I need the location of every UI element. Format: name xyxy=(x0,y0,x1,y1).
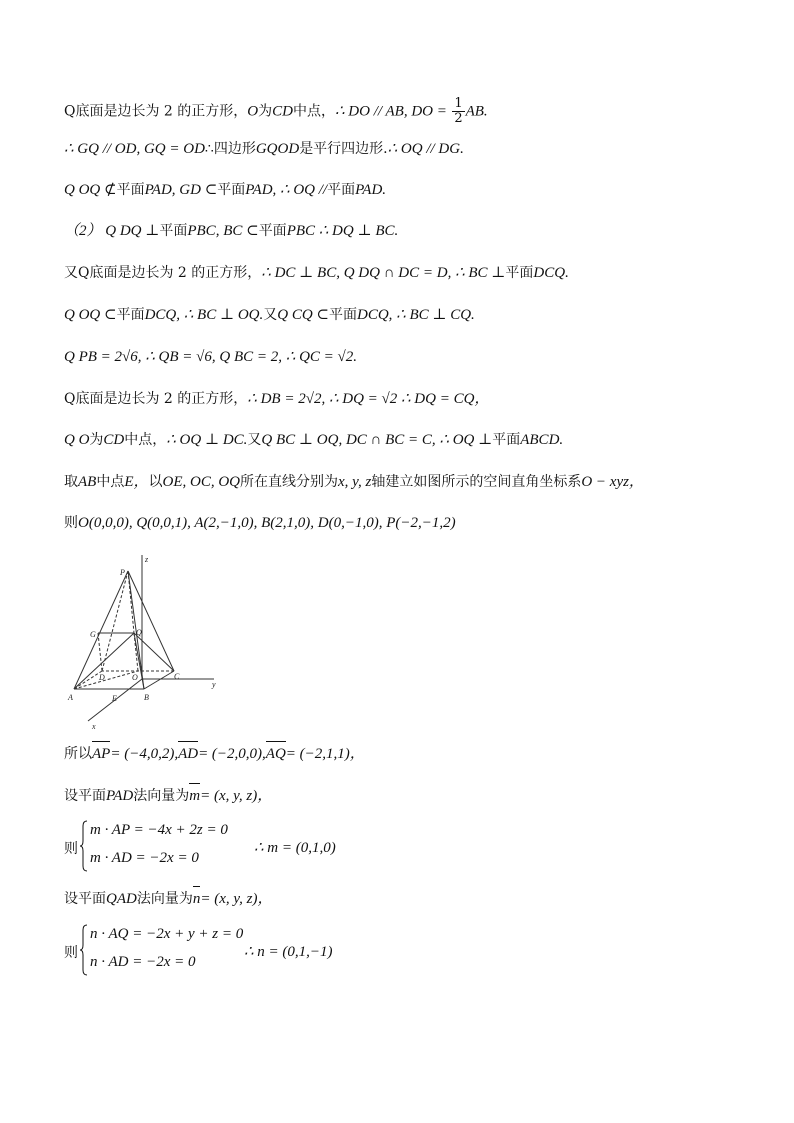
line10-part-g: 所在直线分别为 xyxy=(240,474,338,490)
brace-icon xyxy=(80,820,88,872)
line2-part-b: ∴四边形 xyxy=(204,141,256,157)
line2-math-a: ∴ GQ // OD, GQ = OD xyxy=(64,141,205,157)
text-line-3 xyxy=(64,180,754,200)
line3-math-e: PAD, ∴ OQ // xyxy=(245,182,328,198)
line6-math-g: DCQ, ∴ BC ⊥ CQ. xyxy=(356,307,475,323)
label-z: z xyxy=(145,555,149,564)
line6-math-a: Q OQ ⊂ xyxy=(64,307,117,323)
axes-xyz: x, y, z xyxy=(338,474,372,490)
line8-part-a: Q底面是边长为 2 的正方形， xyxy=(64,391,248,407)
line3-math-a: Q OQ ⊄ xyxy=(64,182,117,198)
line6-math-e: Q CQ ⊂ xyxy=(277,307,329,323)
plane-qad: QAD xyxy=(106,891,137,907)
line4-part-d: 平面 xyxy=(258,223,287,239)
line3-part-b: 平面 xyxy=(116,182,145,198)
vector-ap-value: = (−4,0,2), xyxy=(110,746,179,762)
equation-system-1 xyxy=(64,816,464,876)
vector-ap: AP xyxy=(92,746,111,762)
system1-rows xyxy=(90,816,228,872)
line4-math-a: （2） Q DQ ⊥ xyxy=(64,223,160,239)
text-line-5 xyxy=(64,263,754,283)
line6-part-f: 平面 xyxy=(328,307,357,323)
line10-part-e: 以 xyxy=(148,474,163,490)
line11-part-a: 则 xyxy=(64,515,78,531)
line1-part-c: 为 xyxy=(258,103,273,120)
label-y: y xyxy=(212,680,216,689)
label-o: O xyxy=(132,673,138,682)
system1-row-1: m · AP = −4x + 2z = 0 xyxy=(90,822,228,838)
line9-part-f: 又 xyxy=(247,432,262,448)
line1-math-g: AB. xyxy=(465,103,488,120)
line9-part-d: 中点， xyxy=(124,432,167,448)
system2-lead: 则 xyxy=(64,945,78,961)
line1-part-a: Q底面是边长为 2 的正方形， xyxy=(64,103,248,120)
edge-pd xyxy=(102,571,128,671)
label-p: P xyxy=(120,568,125,577)
line9-part-h: 平面 xyxy=(492,432,521,448)
label-a: A xyxy=(68,693,73,702)
system1-lead: 则 xyxy=(64,841,78,857)
text-line-7 xyxy=(64,347,754,367)
system2-row-1: n · AQ = −2x + y + z = 0 xyxy=(90,926,244,942)
line4-part-b: 平面 xyxy=(159,223,188,239)
label-e: E xyxy=(112,694,117,703)
system1-row-2: m · AD = −2x = 0 xyxy=(90,850,199,866)
line4-math-c: PBC, BC ⊂ xyxy=(187,223,259,239)
line5-part-c: 平面 xyxy=(505,265,534,281)
line10-math-f: OE, OC, OQ xyxy=(162,474,240,490)
vector-ad: AD xyxy=(178,746,199,762)
system1-result: ∴ m = (0,1,0) xyxy=(254,840,336,856)
text-line-12 xyxy=(64,744,754,764)
fraction-denominator: 2 xyxy=(454,111,463,126)
point-coordinates: O(0,0,0), Q(0,0,1), A(2,−1,0), B(2,1,0), D(0,−1,0), P(−2,−1,2) xyxy=(78,515,456,531)
text-line-11 xyxy=(64,513,754,533)
vector-m: m xyxy=(189,788,201,804)
line6-math-c: DCQ, ∴ BC ⊥ OQ. xyxy=(144,307,264,323)
fraction-half xyxy=(452,97,464,126)
text-line-2 xyxy=(64,139,754,159)
label-d: D xyxy=(99,673,105,682)
vector-m-def: = (x, y, z)， xyxy=(200,788,273,804)
text-line-8 xyxy=(64,389,754,409)
vector-ad-value: = (−2,0,0), xyxy=(198,746,266,762)
text-line-13 xyxy=(64,786,754,806)
line5-part-a: 又Q底面是边长为 2 的正方形， xyxy=(64,265,262,281)
text-line-4 xyxy=(64,221,754,241)
line13-part-c: 法向量为 xyxy=(133,788,190,804)
line3-part-f: 平面 xyxy=(327,182,356,198)
line2-math-c: GQOD xyxy=(255,141,300,157)
line12-part-a: 所以 xyxy=(64,746,92,762)
line9-math-c: CD xyxy=(103,432,125,448)
segment-ab: AB xyxy=(78,474,97,490)
line7-math: Q PB = 2√6, ∴ QB = √6, Q BC = 2, ∴ QC = √2. xyxy=(64,349,358,365)
line13-part-a: 设平面 xyxy=(64,788,106,804)
label-x: x xyxy=(92,722,96,731)
line10-part-c: 中点 xyxy=(96,474,125,490)
line9-math-a: Q O xyxy=(64,432,90,448)
plane-pad: PAD xyxy=(106,788,134,804)
line2-part-d: 是平行四边形. xyxy=(299,141,388,157)
text-line-1 xyxy=(64,97,754,127)
line3-math-c: PAD, GD ⊂ xyxy=(144,182,218,198)
vector-aq-value: = (−2,1,1)， xyxy=(285,746,365,762)
label-c: C xyxy=(174,672,180,681)
line10-part-a: 取 xyxy=(64,474,78,490)
line9-math-i: ABCD. xyxy=(520,432,564,448)
line5-math-b: ∴ DC ⊥ BC, Q DQ ∩ DC = D, ∴ BC ⊥ xyxy=(261,265,506,281)
fraction-numerator: 1 xyxy=(454,96,463,111)
line6-part-d: 又 xyxy=(263,307,278,323)
line2-math-e: ∴ OQ // DG. xyxy=(387,141,464,157)
line6-part-b: 平面 xyxy=(116,307,145,323)
vector-n-def: = (x, y, z)， xyxy=(200,891,273,907)
system2-rows xyxy=(90,920,243,976)
text-line-9 xyxy=(64,430,754,450)
coordinate-system: O − xyz， xyxy=(581,474,644,490)
base-edge-bc xyxy=(144,671,174,689)
system2-row-2: n · AD = −2x = 0 xyxy=(90,954,196,970)
text-line-6 xyxy=(64,305,754,325)
label-b: B xyxy=(144,693,149,702)
line14-part-a: 设平面 xyxy=(64,891,106,907)
line9-math-e: ∴ OQ ⊥ DC. xyxy=(166,432,248,448)
vector-n: n xyxy=(192,891,201,907)
equation-system-2 xyxy=(64,920,464,980)
label-g: G xyxy=(90,630,96,639)
line8-math-b: ∴ DB = 2√2, ∴ DQ = √2 ∴ DQ = CQ， xyxy=(247,391,490,407)
point-o: O xyxy=(247,103,259,120)
line9-part-b: 为 xyxy=(89,432,104,448)
system2-result: ∴ n = (0,1,−1) xyxy=(244,944,333,960)
line14-part-c: 法向量为 xyxy=(136,891,193,907)
pyramid-figure xyxy=(62,553,232,733)
text-line-14 xyxy=(64,889,754,909)
text-line-10 xyxy=(64,472,754,492)
line5-math-d: DCQ. xyxy=(533,265,569,281)
label-q: Q xyxy=(136,628,142,637)
line9-math-g: Q BC ⊥ OQ, DC ∩ BC = C, ∴ OQ ⊥ xyxy=(261,432,493,448)
point-e: E， xyxy=(124,474,149,490)
line3-part-d: 平面 xyxy=(217,182,246,198)
line10-part-i: 轴建立如图所示的空间直角坐标系 xyxy=(371,474,582,490)
line3-math-g: PAD. xyxy=(355,182,387,198)
line4-math-e: PBC ∴ DQ ⊥ BC. xyxy=(286,223,399,239)
line1-part-e: 中点， xyxy=(292,103,335,120)
line1-math-f: ∴ DO // AB, DO = xyxy=(334,103,447,120)
vector-aq: AQ xyxy=(265,746,286,762)
segment-cd: CD xyxy=(272,103,293,120)
brace-icon xyxy=(80,924,88,976)
